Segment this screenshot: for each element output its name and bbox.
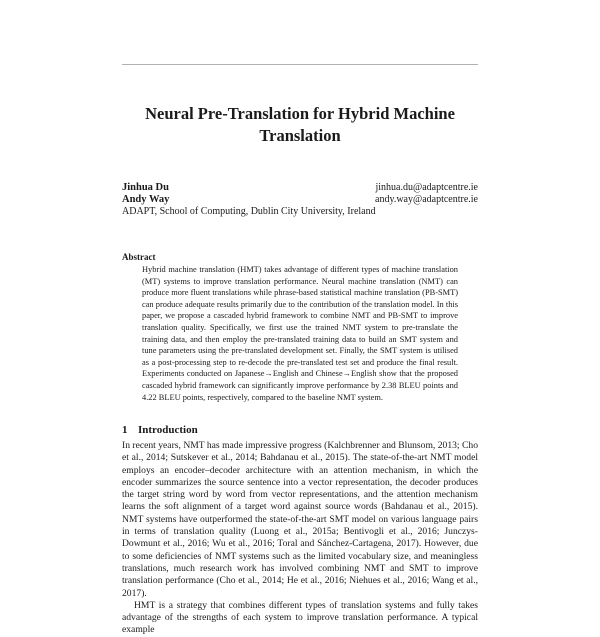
author-name-1: Jinhua Du bbox=[122, 182, 169, 193]
introduction-body bbox=[122, 440, 478, 637]
section-heading bbox=[122, 423, 198, 437]
intro-paragraph-2: HMT is a strategy that combines different types of translation systems and fully takes advantage of the strengths of each system to improve translation performance. A typical example bbox=[122, 599, 478, 636]
abstract-heading: Abstract bbox=[122, 252, 156, 262]
intro-paragraph-1: In recent years, NMT has made impressive progress (Kalchbrenner and Blunsom, 2013; Cho et al., 2014; Sutskever et al., 2014; Bahdanau et al., 2015). The state-of-the-art NMT model employs an encoder–decoder architecture with an attention mechanism, in which the encoder summarizes the source sentence into a vector representation, the decoder produces the target string word by word from vector representations, and the attention mechanism learns the soft alignment of a target word against source words (Bahdanau et al., 2015). NMT systems have outperformed the state-of-the-art SMT model on various language pairs in terms of translation quality (Luong et al., 2015a; Bentivogli et al., 2016; Junczys-Dowmunt et al., 2016; Wu et al., 2016; Toral and Sánchez-Cartagena, 2017). However, due to some deficiencies of NMT systems such as the limited vocabulary size, and meaningless translations, much research work has involved combining NMT and SMT to improve translation performance (Cho et al., 2014; He et al., 2016; Niehues et al., 2016; Wang et al., 2017). bbox=[122, 440, 478, 599]
title-line-2: Translation bbox=[259, 126, 341, 145]
header-rule bbox=[122, 64, 478, 65]
affiliation: ADAPT, School of Computing, Dublin City University, Ireland bbox=[122, 206, 376, 217]
abstract-text: Hybrid machine translation (HMT) takes advantage of different types of machine translation (MT) systems to improve translation performance. Neural machine translation (NMT) can produce more fluent translations while phrase-based statistical machine translation (PB-SMT) can produce adequate results primarily due to the contribution of the translation model. In this paper, we propose a cascaded hybrid framework to combine NMT and PB-SMT to improve translation quality. Specifically, we first use the trained NMT system to pre-translate the training data, and then employ the pre-translated training data to build an SMT system and tune parameters using the pre-translated development set. Finally, the SMT system is utilised as a post-processing step to re-decode the pre-translated test set and produce the final result. Experiments conducted on Japanese→English and Chinese→English show that the proposed cascaded hybrid framework can significantly improve performance by 2.38 BLEU points and 4.22 BLEU points, respectively, compared to the baseline NMT system. bbox=[142, 265, 458, 402]
author-name-2: Andy Way bbox=[122, 194, 170, 205]
paper-title bbox=[100, 103, 500, 147]
section-number: 1 bbox=[122, 424, 128, 436]
title-line-1: Neural Pre-Translation for Hybrid Machine bbox=[145, 104, 455, 123]
author-email-2: andy.way@adaptcentre.ie bbox=[375, 194, 478, 205]
section-title: Introduction bbox=[138, 424, 198, 436]
author-email-1: jinhua.du@adaptcentre.ie bbox=[375, 182, 478, 193]
